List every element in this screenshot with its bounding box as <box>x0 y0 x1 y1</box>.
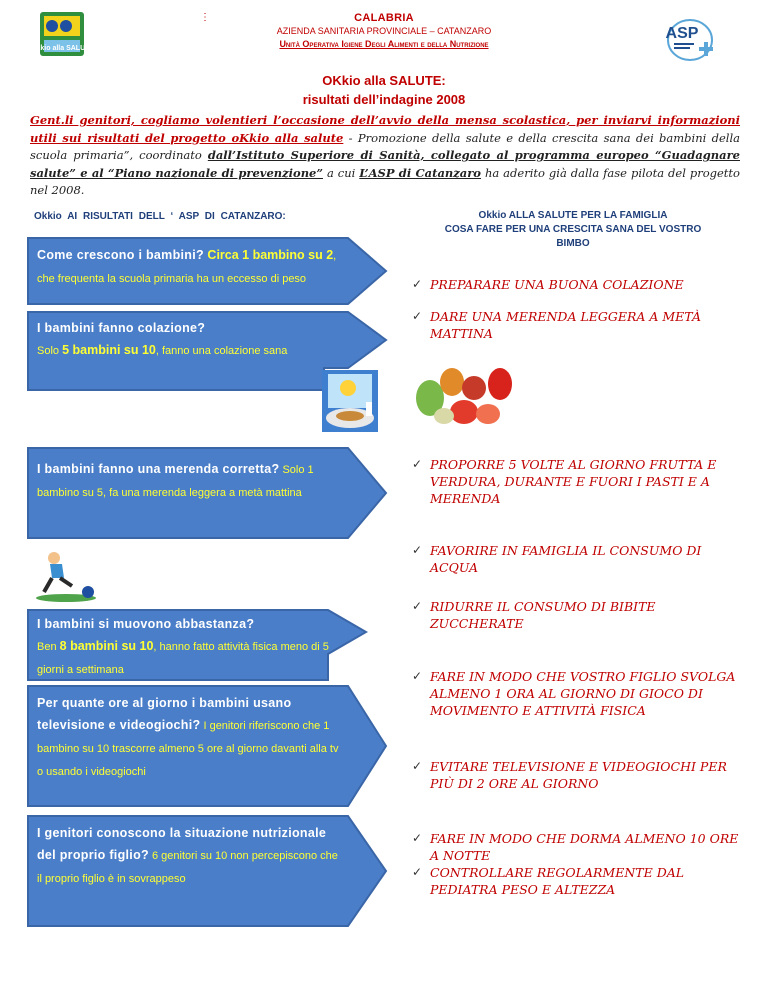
kid-playing-football-illustration <box>32 548 102 602</box>
vegetables-illustration <box>408 358 520 430</box>
intro-part-4: a cui <box>322 165 360 180</box>
tip-item: ✓ PROPORRE 5 VOLTE AL GIORNO FRUTTA E VERDURA, DURANTE E FUORI I PASTI E A MERENDA <box>412 457 717 506</box>
breakfast-illustration <box>318 368 382 434</box>
svg-text:ASP: ASP <box>665 25 699 42</box>
page-title: OKkio alla SALUTE: risultati dell’indagine 2008 <box>302 73 466 107</box>
vertical-dots: ⋮ <box>200 12 210 23</box>
header-unit: Unità Operativa Igiene Degli Alimenti e della Nutrizione <box>279 39 489 49</box>
left-column-heading: Okkio AI RISULTATI DELL ‘ ASP DI CATANZARO: <box>34 211 286 222</box>
result-arrow-1: Come crescono i bambini? Circa 1 bambino su 2, che frequenta la scuola primaria ha un eccesso di peso <box>28 238 388 304</box>
tip-item: ✓ DARE UNA MERENDA LEGGERA A METÀ MATTINA <box>412 309 701 341</box>
tip-item: ✓ FARE IN MODO CHE DORMA ALMENO 10 ORE A NOTTE <box>412 831 739 863</box>
tip-item: ✓ FARE IN MODO CHE VOSTRO FIGLIO SVOLGA ALMENO 1 ORA AL GIORNO DI GIOCO DI MOVIMENTO E ATTIVITÀ FISICA <box>412 669 736 718</box>
intro-paragraph <box>30 112 740 200</box>
result-arrow-2: I bambini fanno colazione? Solo 5 bambini su 10, fanno una colazione sana <box>28 312 388 390</box>
result-arrow-5: Per quante ore al giorno i bambini usano televisione e videogiochi? I genitori riferiscono che 1 bambino su 10 trascorre almeno 5 ore al giorno davanti alla tv o usando i videogiochi <box>28 686 388 806</box>
intro-part-1: Gent.li genitori, cogliamo volentieri l’occasione dell’avvio della mensa scolastica, per inviarvi informazioni utili sui risultati del progetto oKkio alla salute <box>30 113 740 145</box>
intro-part-5: L’ASP di Catanzaro <box>359 165 481 180</box>
tip-item: ✓ EVITARE TELEVISIONE E VIDEOGIOCHI PER PIÙ DI 2 ORE AL GIORNO <box>412 759 727 791</box>
result-arrow-6: I genitori conoscono la situazione nutrizionale del proprio figlio? 6 genitori su 10 non percepiscono che il proprio figlio è in sovrappeso <box>28 816 388 926</box>
tip-item: ✓ FAVORIRE IN FAMIGLIA IL CONSUMO DI ACQUA <box>412 543 702 575</box>
result-arrow-3: I bambini fanno una merenda corretta? Solo 1 bambino su 5, fa una merenda leggera a metà mattina <box>28 448 388 538</box>
tip-item: ✓ PREPARARE UNA BUONA COLAZIONE <box>412 277 684 292</box>
header-asp: AZIENDA SANITARIA PROVINCIALE – CATANZARO <box>276 26 492 36</box>
asp-logo-icon <box>660 16 720 64</box>
intro-part-3: dall’Istituto Superiore di Sanità, collegato al programma europeo “Guadagnare salute” e al “Piano nazionale di prevenzione” <box>30 148 740 180</box>
result-arrow-4: I bambini si muovono abbastanza? Ben 8 bambini su 10, hanno fatto attività fisica meno di 5 giorni a settimana <box>28 610 388 680</box>
right-column-heading: Okkio ALLA SALUTE PER LA FAMIGLIA COSA FARE PER UNA CRESCITA SANA DEL VOSTRO BIMBO <box>444 210 702 249</box>
tip-item: ✓ RIDURRE IL CONSUMO DI BIBITE ZUCCHERATE <box>412 599 656 631</box>
tip-item: ✓ CONTROLLARE REGOLARMENTE DAL PEDIATRA PESO E ALTEZZA <box>412 865 685 897</box>
svg-text:OKkio alla SALUTE: OKkio alla SALUTE <box>29 45 95 52</box>
header-region: CALABRIA <box>354 12 414 24</box>
intro-part-2: - Promozione della salute e della crescita sana dei bambini della scuola primaria”, coordinato <box>30 130 740 162</box>
intro-part-6: ha aderito già dalla fase pilota del progetto nel 2008. <box>30 165 740 197</box>
